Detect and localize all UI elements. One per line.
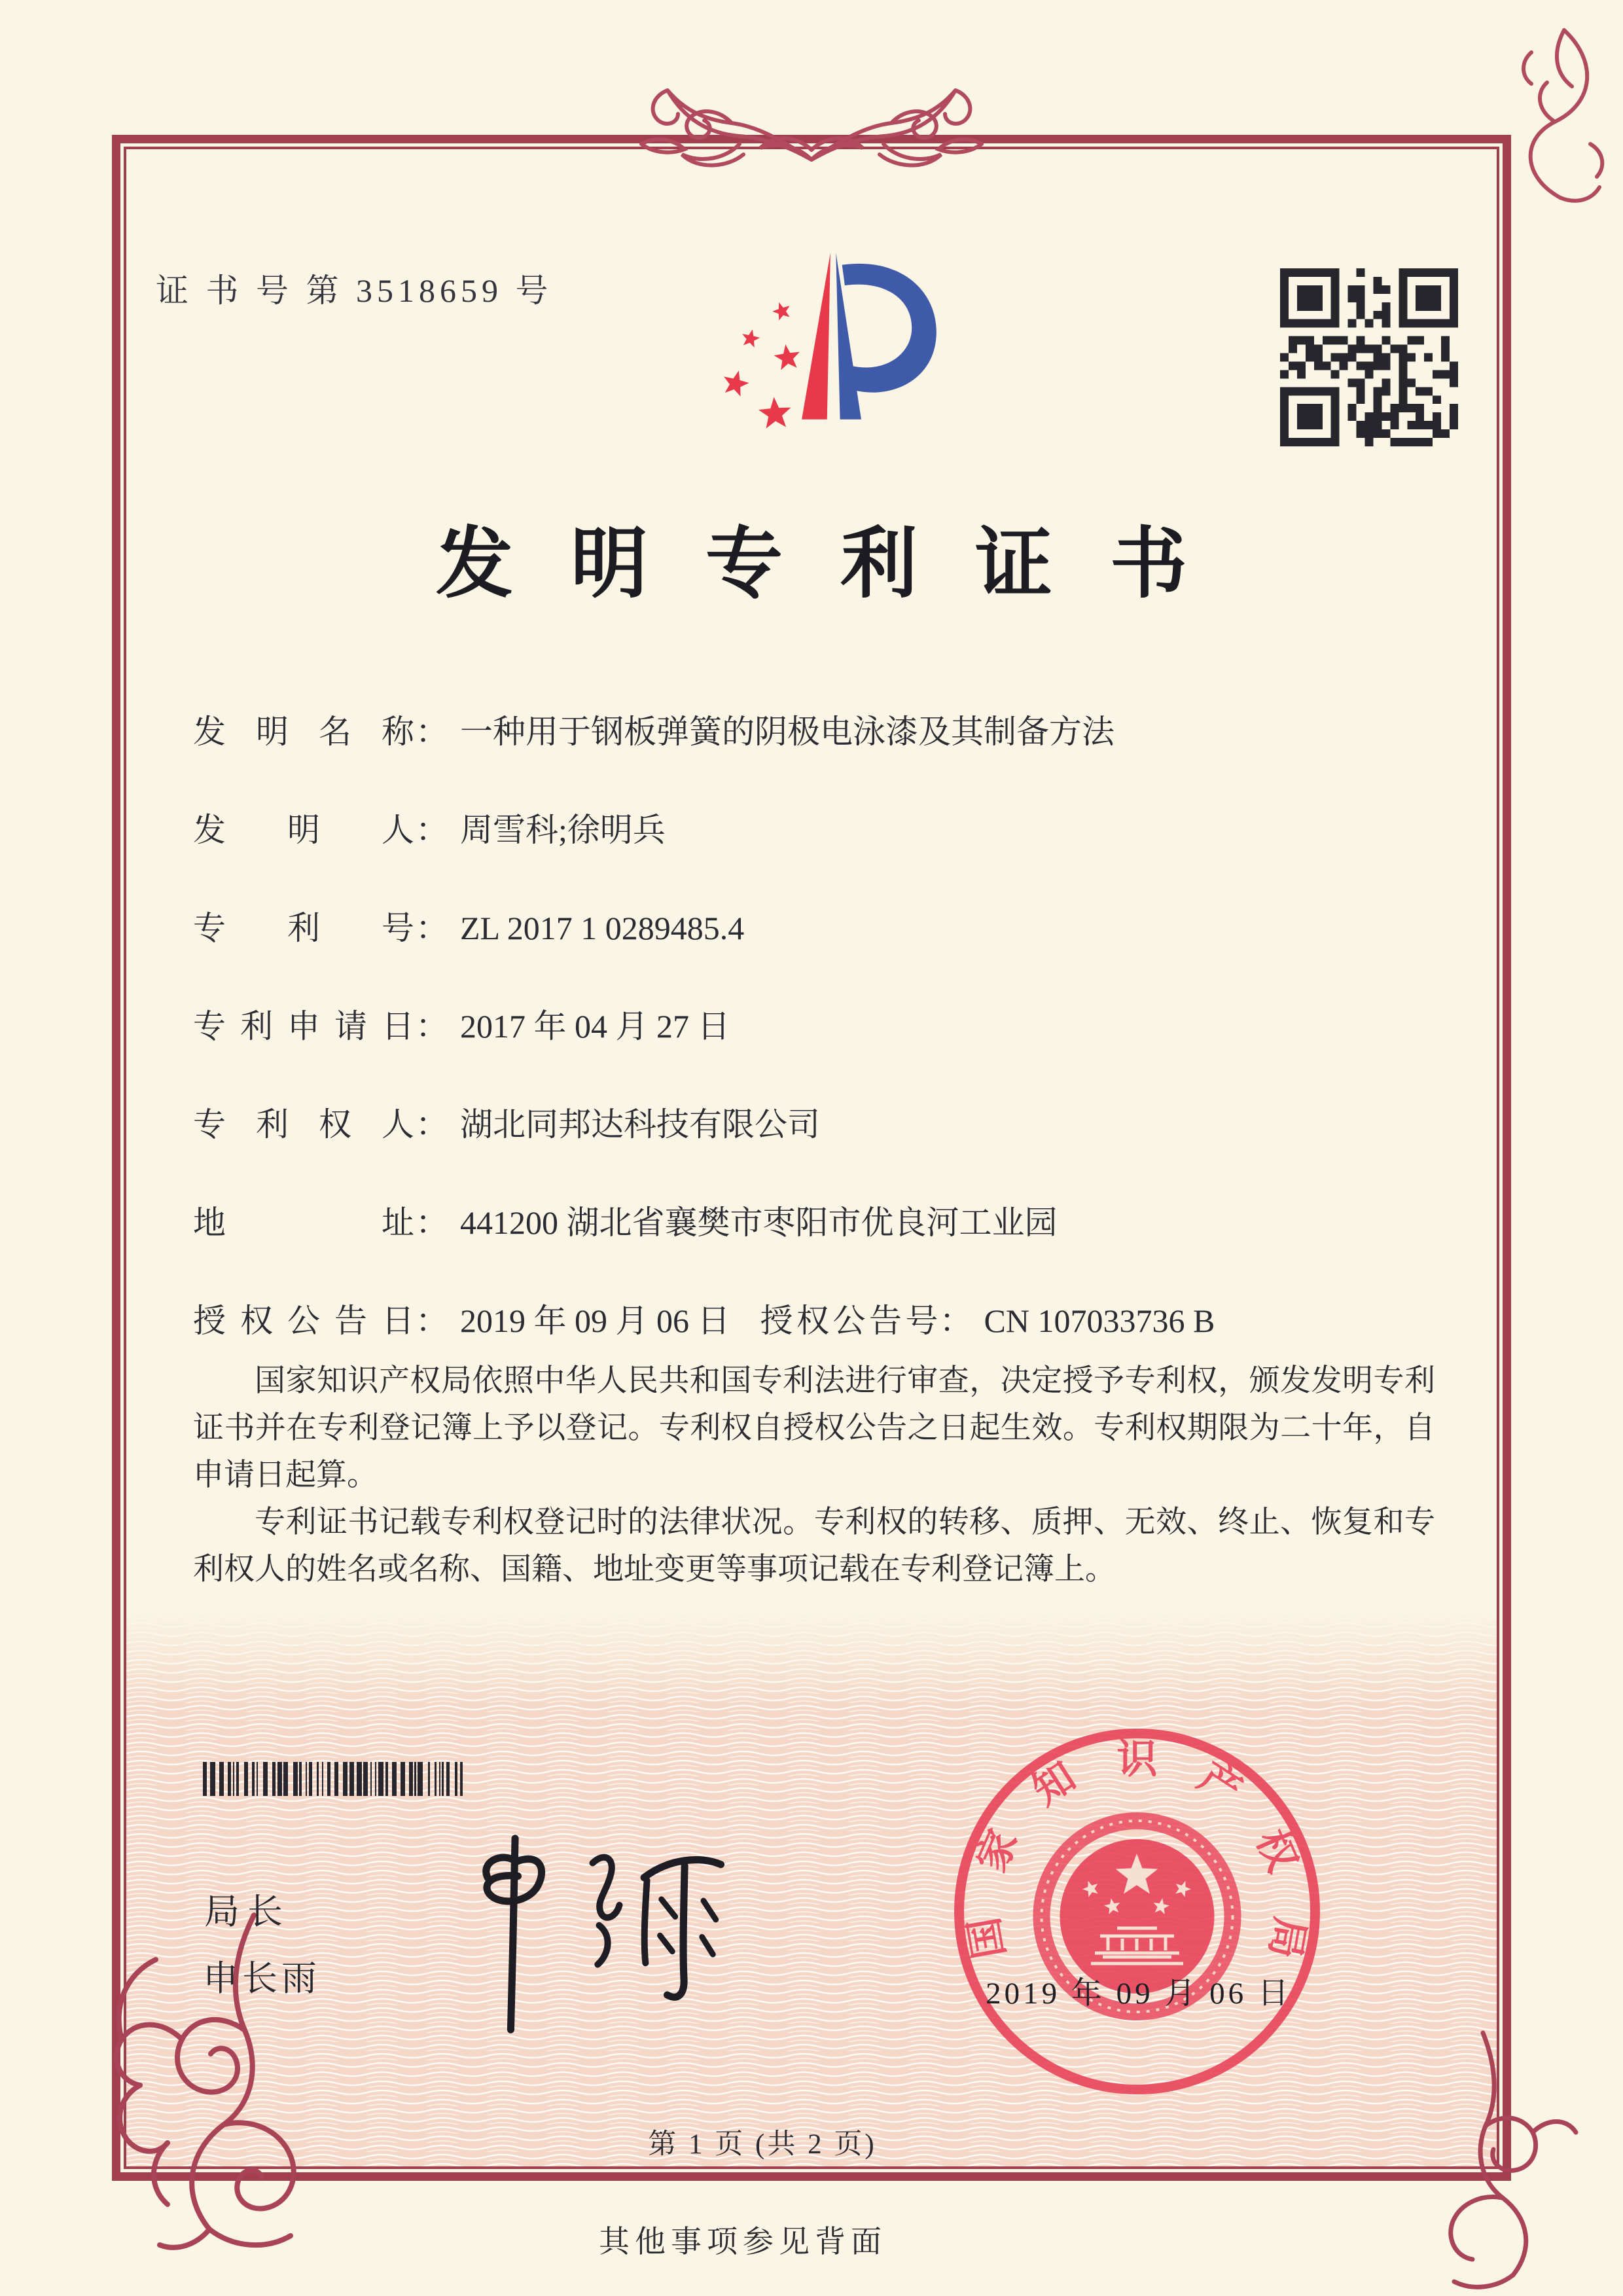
field-value: ZL 2017 1 0289485.4 — [460, 910, 745, 946]
seal-char: 局 — [1261, 1914, 1312, 1962]
seal-date: 2019 年 09 月 06 日 — [986, 1977, 1292, 2011]
grant-number-group — [760, 1295, 1215, 1342]
field-row-inventor — [193, 804, 1436, 851]
certificate-number: 证 书 号 第 3518659 号 — [156, 272, 553, 309]
page-number-footer: 第 1 页 (共 2 页) — [648, 2129, 877, 2160]
field-row-grant — [193, 1295, 1436, 1342]
official-seal — [946, 1720, 1329, 2103]
field-value: 441200 湖北省襄樊市枣阳市优良河工业园 — [460, 1204, 1058, 1241]
field-value: 2017 年 04 月 27 日 — [460, 1008, 730, 1045]
field-colon: ： — [416, 1008, 448, 1045]
field-value: 一种用于钢板弹簧的阴极电泳漆及其制备方法 — [460, 713, 1115, 750]
cnipa-logo-icon — [708, 236, 954, 456]
barcode — [203, 1762, 469, 1796]
field-row-patent-number — [193, 902, 1436, 949]
statutory-text — [193, 1357, 1435, 1593]
officer-name: 申长雨 — [203, 1959, 321, 1998]
qr-code — [1280, 268, 1458, 446]
field-value: 湖北同邦达科技有限公司 — [460, 1106, 820, 1143]
field-label: 发明名称 — [193, 713, 414, 750]
field-label: 专利申请日 — [193, 1008, 414, 1045]
field-colon: ： — [939, 1302, 972, 1339]
field-colon: ： — [416, 1106, 448, 1143]
field-label: 专利权人 — [193, 1106, 414, 1143]
paragraph-register-statement: 专利证书记载专利权登记时的法律状况。专利权的转移、质押、无效、终止、恢复和专利权人的姓名或名称、国籍、地址变更等事项记载在专利登记簿上。 — [193, 1505, 1435, 1587]
grant-date-value: 2019 年 09 月 06 日 — [460, 1302, 730, 1339]
officer-title: 局长 — [204, 1892, 291, 1931]
certificate-title: 发明专利证书 — [435, 522, 1245, 607]
seal-char: 国 — [962, 1914, 1013, 1962]
seal-char: 权 — [1247, 1823, 1305, 1878]
field-value: 周雪科;徐明兵 — [460, 812, 666, 848]
field-colon: ： — [416, 910, 448, 946]
field-colon: ： — [416, 812, 448, 848]
back-side-note: 其他事项参见背面 — [599, 2225, 887, 2259]
grant-date-label: 授权公告日 — [193, 1302, 414, 1339]
seal-char: 识 — [1116, 1737, 1158, 1782]
field-row-patentee — [193, 1098, 1436, 1145]
field-row-invention-name — [193, 706, 1436, 753]
grant-number-value: CN 107033736 B — [984, 1302, 1215, 1339]
field-colon: ： — [416, 1204, 448, 1241]
paragraph-grant-statement: 国家知识产权局依照中华人民共和国专利法进行审查，决定授予专利权，颁发发明专利证书并在专利登记簿上予以登记。专利权自授权公告之日起生效。专利权期限为二十年，自申请日起算。 — [193, 1364, 1435, 1492]
seal-char: 产 — [1190, 1754, 1249, 1814]
grant-number-label: 授权公告号 — [760, 1302, 938, 1339]
top-right-corner-ornament-icon — [1492, 26, 1623, 216]
field-label: 发明人 — [193, 812, 414, 848]
seal-char: 家 — [969, 1823, 1027, 1878]
field-label: 地址 — [193, 1204, 414, 1241]
field-colon: ： — [416, 1302, 448, 1339]
seal-char: 知 — [1025, 1754, 1084, 1814]
field-row-address — [193, 1196, 1436, 1244]
field-colon: ： — [416, 713, 448, 750]
field-label: 专利号 — [193, 910, 414, 946]
field-row-filing-date — [193, 1000, 1436, 1047]
signature-shen-changyu — [429, 1833, 749, 2036]
